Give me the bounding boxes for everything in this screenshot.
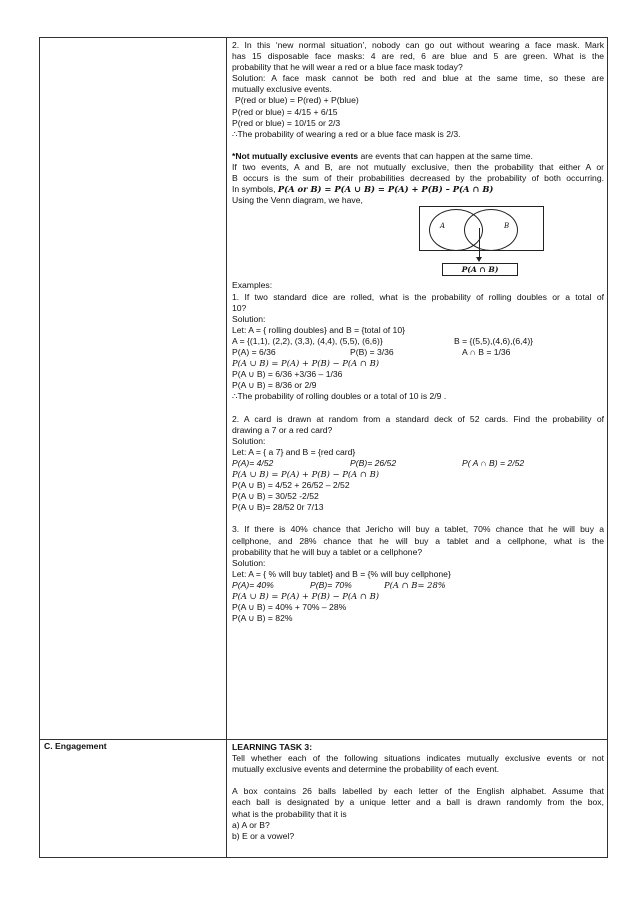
text-line: has 15 disposable face masks: 4 are red, 6 are blue and 5 are green. What is the	[232, 51, 604, 62]
text-line: mutually exclusive events.	[232, 84, 332, 95]
text-line: A box contains 26 balls labelled by each letter of the English alphabet. Assume that	[232, 786, 604, 797]
formula: P(A ∪ B) = 6/36 +3/36 – 1/36	[232, 369, 343, 380]
formula-prefix: In symbols,	[232, 184, 278, 195]
text-line: ∴The probability of wearing a red or a blue face mask is 2/3.	[232, 128, 461, 139]
prob-a: P(A)= 40%	[232, 579, 274, 590]
prob-a: P(A)= 4/52	[232, 457, 274, 468]
arrow-line	[479, 228, 480, 260]
text-line: probability that he will buy a tablet or a cellphone?	[232, 546, 423, 557]
text-line: ∴The probability of rolling doubles or a total of 10 is 2/9 .	[232, 391, 447, 402]
text-line: P(red or blue) = 10/15 or 2/3	[232, 117, 341, 128]
formula-line	[232, 184, 604, 195]
prob-b: P(B) = 3/36	[350, 346, 394, 357]
intersection-label: P(A ∩ B)	[442, 263, 518, 276]
text-line: what is the probability that it is	[232, 808, 347, 819]
text-line: 10?	[232, 302, 247, 313]
prob-a: P(A) = 6/36	[232, 346, 276, 357]
text-line: 3. If there is 40% chance that Jericho will buy a tablet, 70% chance that he will buy a	[232, 524, 604, 535]
definition-line	[232, 151, 604, 162]
prob-ab: P( A ∩ B) = 2/52	[462, 457, 525, 468]
formula: P(A ∪ B) = P(A) + P(B) − P(A ∩ B)	[232, 358, 379, 369]
prob-line	[232, 580, 604, 591]
task-title: LEARNING TASK 3:	[232, 742, 313, 752]
text-line: each ball is designated by a unique letter and a ball is drawn randomly from the box,	[232, 797, 604, 808]
text-line: Using the Venn diagram, we have,	[232, 195, 363, 206]
set-line	[232, 336, 604, 347]
text-line: 2. In this ‘new normal situation’, nobody can go out without wearing a face mask. Mark	[232, 40, 604, 50]
column-divider	[226, 38, 227, 857]
definition-term: *Not mutually exclusive events	[232, 150, 359, 161]
formula: P(A ∪ B)= 28/52 0r 7/13	[232, 502, 324, 513]
venn-box	[419, 206, 544, 251]
option-b: b) E or a vowel?	[232, 830, 295, 841]
prob-b: P(B)= 26/52	[350, 457, 397, 468]
text-line: P(red or blue) = 4/15 + 6/15	[232, 106, 338, 117]
engagement-cell	[232, 742, 604, 842]
formula: P(A ∪ B) = P(A) + P(B) − P(A ∩ B)	[232, 591, 379, 602]
set-b: B = {(5,5),(4,6),(6,4)}	[454, 335, 534, 346]
formula: P(A ∪ B) = 30/52 -2/52	[232, 491, 319, 502]
formula: P(A ∪ B) = 82%	[232, 613, 293, 624]
prob-line	[232, 347, 604, 358]
text-line: B occurs is the sum of their probabilities decreased by the probability of both occurring.	[232, 173, 604, 184]
set-a: A = {(1,1), (2,2), (3,3), (4,4), (5,5), (6,6)}	[232, 335, 383, 346]
venn-diagram	[242, 206, 604, 275]
prob-line	[232, 458, 604, 469]
formula: P(A ∪ B) = P(A) + P(B) − P(A ∩ B)	[232, 469, 379, 479]
formula: P(A ∪ B) = 8/36 or 2/9	[232, 380, 317, 391]
text-line: Let: A = { a 7} and B = {red card}	[232, 446, 356, 457]
text-line: Let: A = { rolling doubles} and B = {total of 10}	[232, 324, 405, 335]
arrow-head-icon	[476, 257, 482, 262]
text-line: Solution:	[232, 313, 266, 324]
prob-ab: P(A ∩ B= 28%	[384, 579, 446, 590]
formula: P(A ∪ B) = 4/52 + 26/52 – 2/52	[232, 480, 350, 491]
text-line: Let: A = { % will buy tablet} and B = {% will buy cellphone}	[232, 568, 451, 579]
examples-heading: Examples:	[232, 280, 273, 291]
text-line: P(red or blue) = P(red) + P(blue)	[235, 95, 359, 106]
text-line: drawing a 7 or a red card?	[232, 424, 333, 435]
circle-a-label: A	[440, 222, 446, 231]
prob-ab: A ∩ B = 1/36	[462, 346, 511, 357]
text-line: Solution: A face mask cannot be both red and blue at the same time, so these are	[232, 73, 604, 84]
text-line: mutually exclusive events and determine the probability of each event.	[232, 764, 500, 775]
prob-b: P(B)= 70%	[310, 579, 352, 590]
text-line: If two events, A and B, are not mutually exclusive, then the probability that either A or	[232, 162, 604, 173]
text-line: 2. A card is drawn at random from a standard deck of 52 cards. Find the probability of	[232, 413, 604, 424]
definition-text: are events that can happen at the same time.	[358, 150, 533, 161]
text-line: Tell whether each of the following situations indicates mutually exclusive events or not	[232, 753, 604, 764]
option-a: a) A or B?	[232, 819, 270, 830]
circle-b	[464, 209, 518, 251]
lesson-table	[39, 37, 608, 858]
formula: P(A ∪ B) = 40% + 70% – 28%	[232, 602, 347, 613]
text-line: Solution:	[232, 435, 266, 446]
text-line: Solution:	[232, 557, 266, 568]
formula: P(A or B) = P(A ∪ B) = P(A) + P(B) – P(A ∩ B)	[277, 184, 494, 195]
engagement-label: C. Engagement	[44, 741, 107, 751]
text-line: 1. If two standard dice are rolled, what is the probability of rolling doubles or a total of	[232, 291, 604, 302]
text-line: probability that he will wear a red or a blue face mask today?	[232, 62, 463, 73]
circle-b-label: B	[504, 222, 510, 231]
row-divider	[40, 739, 607, 740]
discussion-cell	[232, 40, 604, 624]
text-line: cellphone, and 28% chance that he will buy a tablet and a cellphone, what is the	[232, 535, 604, 546]
